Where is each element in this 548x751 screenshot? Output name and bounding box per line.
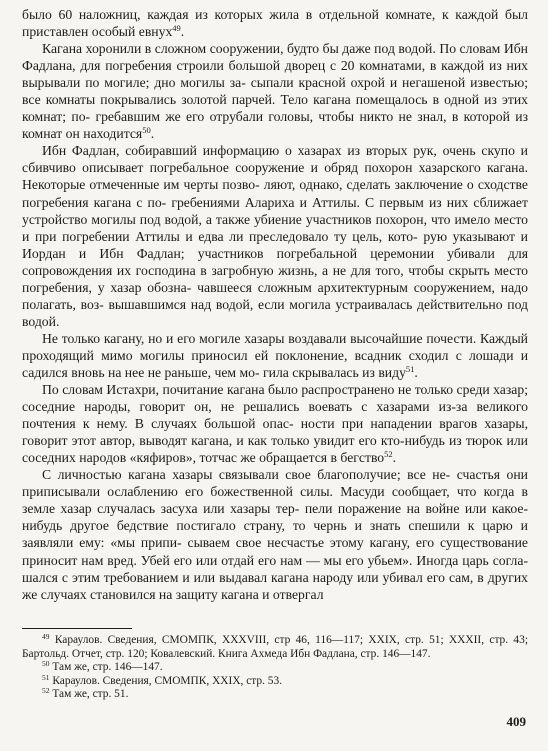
footnote: [22, 661, 528, 675]
footnote-ref: 49: [172, 23, 181, 34]
text-line: золотой парчей. Тело кагана помещалось в одной из этих комнат; по-: [22, 92, 528, 125]
footnote-line: Караулов. Сведения, СМОМПК, XXXVIII, стр 46, 116—117; XXIX,: [54, 634, 400, 646]
text-line: По словам Ибн Фадлана, для погребения строили большой дворец: [22, 41, 529, 74]
text-line: и как только увидит его кто-нибудь из тюрок или соседних народов: [22, 433, 529, 466]
text-line: шался с этим требованием и или выдавал кагана народу или убивал: [22, 569, 423, 585]
text-line: было 60 наложниц, каждая из которых жила в отдельной комнате,: [22, 7, 436, 22]
text-line: вред. Убей его или отдай его нам — мы его убьем». Иногда царь согла-: [107, 552, 528, 568]
footnote: [22, 634, 528, 661]
footnote-ref: 50: [142, 125, 151, 136]
page-number: 409: [506, 714, 526, 729]
footnote: [22, 672, 528, 689]
text-line: «кяфиров», тотчас же обращается в бегство: [129, 450, 385, 466]
text-line: могилы под водой, а также убиение участников похорон, что имело: [91, 211, 491, 227]
text-line: По словам Истахри, почитание кагана было распространено не: [42, 382, 412, 398]
footnote-divider: [22, 628, 132, 629]
footnote: [22, 688, 528, 702]
paragraph: [22, 330, 528, 381]
footnote-line: стр. 51; XXXII, стр. 43; Бартольд. Отчет, стр. 120; Ковалевский.: [22, 634, 528, 660]
text-tail: .: [414, 364, 418, 380]
text-line: пели поражение на войне или какое-нибудь другое бедствие постигало: [22, 501, 529, 534]
main-text: [22, 6, 528, 603]
text-line: к каждой был приставлен особый евнух: [22, 7, 529, 40]
paragraph: [22, 40, 528, 142]
text-line: вышавшимся над водой, если могила устраивалась действительно под: [108, 296, 529, 312]
text-line: ности при нападении врагов хазары, говорит этот автор, выводят кагана,: [22, 416, 529, 449]
text-line: гребавшим же его отрубали головы, чтобы никто не знал, в которой: [95, 109, 510, 125]
text-line: рую указывают и Иордан и Ибн Фадлан; участников погребальной: [22, 228, 528, 261]
text-tail: .: [150, 126, 155, 142]
footnote-number: 50: [42, 659, 50, 669]
text-line: почести. Каждый проходящий мимо могилы приносил ей поклонение,: [22, 330, 528, 363]
text-line: водой.: [22, 313, 60, 329]
footnote-number: 52: [42, 686, 50, 696]
text-line: с 20 комнатами, в каждой из них вырывали по могиле; дно могилы за-: [22, 58, 528, 91]
footnote-line: Там же, стр. 146—147.: [52, 661, 163, 674]
text-tail: .: [392, 450, 397, 466]
text-line: его сам, в других же случаях становился на защиту кагана и отвергал: [22, 569, 528, 602]
footnote-ref: 52: [384, 449, 393, 460]
text-line: с хазарами из-за великого почтения к нему. В случаях большой опас-: [22, 399, 529, 432]
paragraph: [22, 6, 528, 40]
footnote-number: 49: [42, 632, 50, 641]
footnote-line: Караулов. Сведения, СМОМПК, XXIX, стр. 53.: [52, 674, 283, 687]
text-line: похорон хазарского кагана. Некоторые отмеченные им черты позво-: [22, 160, 528, 193]
text-line: очень скупо и сбивчиво описывает погребальное сооружение и обряд: [22, 143, 529, 176]
text-line: чавшееся сложным архитектурным сооружением, надо полагать, воз-: [22, 279, 528, 312]
paragraph: [22, 466, 528, 602]
text-line: гила скрывалась из виду: [263, 364, 406, 380]
text-line: место и при погребении Аттилы и едва ли преследовало ту цель, кото-: [22, 211, 529, 244]
paragraph: [22, 142, 528, 330]
footnote-line: Книга Ахмеда Ибн Фадлана, стр. 146—147.: [218, 647, 431, 660]
text-line: сыпали красной охрой и негашеной известью; все комнаты покрывались: [22, 75, 528, 108]
text-line: из комнат он находится: [22, 109, 528, 142]
text-line: жизнь, а не для того, чтобы скрыть место погребения, у хазар обозна-: [22, 262, 529, 295]
text-line: Кагана хоронили в сложном сооружении, будто бы даже под водой.: [42, 41, 436, 57]
footnotes: [22, 634, 528, 702]
paragraph: [22, 381, 528, 466]
text-line: сообщает, что когда в земле хазар случалась засуха или хазары тер-: [22, 484, 529, 517]
text-tail: .: [180, 24, 185, 40]
footnote-line: Там же, стр. 51.: [52, 688, 129, 701]
text-line: гребениями Алариха и Аттилы. С первым из них сближает устройство: [22, 194, 528, 227]
footnote-number: 51: [42, 672, 50, 682]
text-line: сываем свое несчастье этому кагану, его существование приносит нам: [22, 535, 529, 568]
text-line: церемонии убивали для сопровождения их господина в загробную: [22, 245, 529, 278]
text-line: С личностью кагана хазары связывали свое благополучие; все не-: [42, 467, 451, 483]
text-line: ляют, однако, сделать заключение о сходстве погребения кагана с по-: [22, 177, 528, 210]
text-line: Не только кагану, но и его могиле хазары воздавали высочайшие: [42, 330, 423, 346]
footnote-ref: 51: [405, 363, 415, 374]
text-line: всадник сходил с лошади и садился вновь на нее не раньше, чем мо-: [22, 347, 529, 380]
text-line: Ибн Фадлан, собиравший информацию о хазарах из вторых рук,: [42, 143, 437, 159]
text-line: страну, то чернь и знать спешили к царю и заявляли ему: «мы припи-: [22, 518, 528, 551]
text-line: счастья они приписывали ослаблению его божественной силы. Масуди: [22, 467, 528, 500]
text-line: только среди хазар; соседние народы, говорит он, не решались воевать: [22, 382, 528, 415]
